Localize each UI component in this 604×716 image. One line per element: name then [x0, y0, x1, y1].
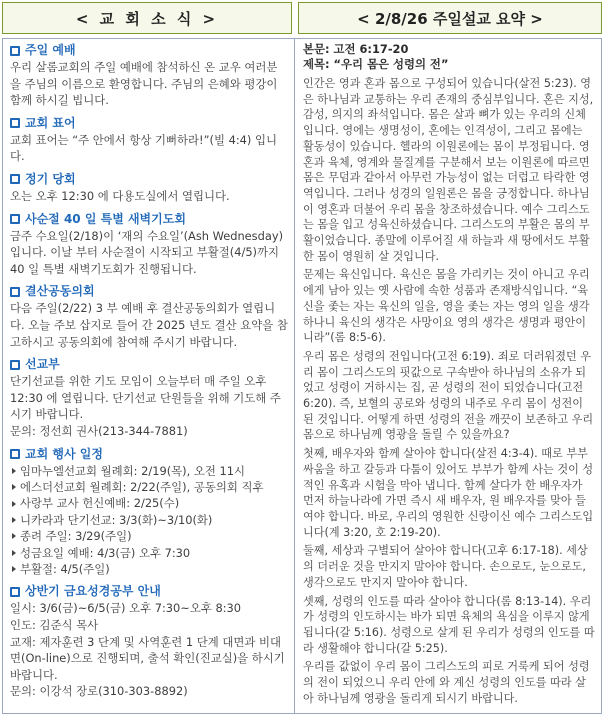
section-body: 우리 살롬교회의 주일 예배에 참석하신 온 교우 여러분을 주님의 이름으로 환영합니다. 주님의 은혜와 평강이 함께 하시길 빕니다.: [10, 60, 278, 108]
sermon-paragraph: 둘째, 세상과 구별되어 살아야 합니다(고후 6:17-18). 세상의 더러운 것을 만지지 말아야 합니다. 손으로도, 눈으로도, 생각으로도 만지지 말아야 합니다.: [303, 544, 588, 589]
study-schedule: 일시: 3/6(금)~6/5(금) 오후 7:30~오후 8:30: [10, 601, 242, 616]
checkbox-square-icon: [10, 46, 20, 56]
section-title: 사순절 40 일 특별 새벽기도회: [25, 211, 186, 226]
section-title: 상반기 금요성경공부 안내: [25, 584, 161, 599]
section-body: 오는 오후 12:30 에 다용도실에서 열립니다.: [10, 188, 230, 203]
triangle-bullet-icon: [12, 501, 16, 507]
checkbox-square-icon: [10, 449, 20, 459]
bible-study-section: [10, 583, 288, 700]
checkbox-square-icon: [10, 118, 20, 128]
sermon-paragraph: 셋째, 성령의 인도를 따라 살아야 합니다(롬 8:13-14). 우리가 성령의 인도하시는 바가 되면 육체의 욕심을 이루지 않게 됩니다(갈 5:16). 성령으로 살게 된 우리가 성령의 인도를 따라 생활해야 합니다(갈 5:25).: [303, 594, 595, 655]
news-section-congregation-meeting: [10, 283, 288, 350]
study-leader: 인도: 김준식 목사: [10, 617, 99, 632]
events-section: [10, 446, 288, 578]
contact-info: 문의: 정선희 권사(213-344-7881): [10, 423, 188, 438]
checkbox-square-icon: [10, 360, 20, 370]
list-item: 부활절: 4/5(주일): [10, 561, 288, 577]
sermon-summary-title: < 2/8/26 주일설교 요약 >: [298, 2, 602, 34]
section-title: 교회 표어: [25, 115, 76, 130]
sermon-title: 제목: “우리 몸은 성령의 전”: [303, 57, 449, 71]
triangle-bullet-icon: [12, 550, 16, 556]
study-contact: 문의: 이강석 장로(310-303-8892): [10, 684, 188, 699]
triangle-bullet-icon: [12, 517, 16, 523]
section-title: 결산공동의회: [25, 284, 95, 299]
checkbox-square-icon: [10, 174, 20, 184]
sermon-paragraph: 우리를 값없이 우리 몸이 그리스도의 피로 거룩케 되어 성령의 전이 되었으니 우리 안에 와 계신 성령의 인도를 따라 살아 하나님께 영광을 돌리게 되시기 바랍니다.: [303, 660, 590, 705]
list-item: 임마누엘선교회 월례회: 2/19(목), 오전 11시: [10, 463, 288, 479]
section-title: 주일 예배: [25, 43, 76, 57]
section-body: 단기선교를 위한 기도 모임이 오늘부터 매 주일 오후 12:30 에 열립니다. 단기선교 단원들을 위해 기도해 주시기 바랍니다.: [10, 374, 281, 422]
checkbox-square-icon: [10, 214, 20, 224]
news-section-worship: [10, 42, 288, 109]
section-title: 선교부: [25, 357, 60, 372]
list-item: 에스더선교회 월례회: 2/22(주일), 공동의회 직후: [10, 479, 288, 495]
checkbox-square-icon: [10, 287, 20, 297]
list-item: 사랑부 교사 헌신예배: 2/25(수): [10, 495, 288, 511]
triangle-bullet-icon: [12, 484, 16, 490]
sermon-paragraph: 문제는 육신입니다. 육신은 몸을 가리키는 것이 아니고 우리에게 남아 있는 옛 사람에 속한 성품과 존재방식입니다. “육신을 좇는 자는 육신의 일을, 영을 좇는 자는 영의 일을 생각하나니 육신의 생각은 사망이요 영의 생각은 생명과 평안이니라”(롬 8:5-6).: [303, 268, 590, 345]
sermon-paragraph: 첫째, 배우자와 함께 살아야 합니다(살전 4:3-4). 때로 부부싸움을 하고 갈등과 다툼이 있어도 부부가 함께 사는 것이 성적인 유혹과 시험을 막아 냅니다. 함께 살다가 한 배우자가 먼저 하늘나라에 가면 즉시 새 배우자, 원 배우자를 맞아 들여야 합니다. 바로, 우리의 영원한 신랑이신 예수 그리스도입니다(계 3:20, 호 2:19-20).: [303, 447, 594, 539]
list-item: 종려 주일: 3/29(주일): [10, 528, 288, 544]
section-title: 정기 당회: [25, 171, 76, 186]
bulletin-body: [2, 38, 602, 714]
triangle-bullet-icon: [12, 533, 16, 539]
news-section-missions: [10, 356, 288, 439]
section-body: 금주 수요일(2/18)이 ‘재의 수요일’(Ash Wednesday)입니다. 이날 부터 사순절이 시작되고 부활절(4/5)까지 40 일 특별 새벽기도회가 진행됩니다.: [10, 228, 284, 276]
news-section-motto: [10, 115, 288, 165]
study-material: 교재: 제자훈련 3 단계 및 사역훈련 1 단계 대면과 비대면(On-line)으로 진행되며, 출석 확인(진교실)을 하시기 바랍니다.: [10, 634, 285, 682]
section-body: 다음 주일(2/22) 3 부 예배 후 결산공동의회가 열립니다. 오늘 주보 삽지로 들어 간 2025 년도 결산 요약을 참고하시고 공동의회에 참여해 주시기 바랍니다.: [10, 301, 288, 349]
news-section-session: [10, 171, 288, 205]
sermon-text-reference: 본문: 고전 6:17-20: [303, 42, 409, 56]
events-list: [10, 463, 288, 578]
church-news-column: [3, 39, 295, 713]
news-section-lent-prayer: [10, 211, 288, 278]
section-body: 교회 표어는 “주 안에서 항상 기뻐하라!”(빌 4:4) 입니다.: [10, 132, 277, 164]
list-item: 성금요일 예배: 4/3(금) 오후 7:30: [10, 545, 288, 561]
checkbox-square-icon: [10, 587, 20, 597]
sermon-paragraph: 우리 몸은 성령의 전입니다(고전 6:19). 죄로 더러워졌던 우리 몸이 그리스도의 핏값으로 구속받아 하나님의 소유가 되었고 성령이 거하시는 집, 곧 성령의 전이 되었습니다(고전 6:20). 즉, 보혈의 공로와 성령의 내주로 우리 몸이 성전이 된 것입니다. 어떻게 하면 성령의 전을 깨끗이 보존하고 우리 몸으로 하나님께 영광을 돌릴 수 있을까요?: [303, 349, 594, 442]
sermon-paragraph: 인간은 영과 혼과 몸으로 구성되어 있습니다(살전 5:23). 영은 하나님과 교통하는 우리 존재의 중심부입니다. 혼은 지성, 감성, 의지의 좌석입니다. 몸은 살과 뼈가 있는 우리의 신체입니다. 영에는 생명성이, 혼에는 인격성이, 그리고 몸에는 활동성이 있습니다. 헬라의 이원론에는 몸이 부정됩니다. 영혼과 육체, 영계와 물질계를 구분해서 보는 이원론에 따르면 몸은 무덤과 같아서 아무런 가능성이 없는 더럽고 타락한 영역입니다. 그러나 성경의 일원론은 몸을 긍정합니다. 하나님이 영혼과 더불어 우리 몸을 창조하셨습니다. 예수 그리스도는 몸을 입고 성육신하셨습니다. 그리스도의 부활은 몸의 부활이었습니다. 종말에 이루어질 새 하늘과 새 땅에서도 부활한 몸이 영원히 살 것입니다.: [303, 77, 594, 263]
triangle-bullet-icon: [12, 468, 16, 474]
list-item: 니카라과 단기선교: 3/3(화)~3/10(화): [10, 512, 288, 528]
header: [2, 2, 602, 36]
church-news-title: < 교 회 소 식 >: [2, 2, 292, 34]
section-title: 교회 행사 일정: [25, 446, 103, 461]
triangle-bullet-icon: [12, 566, 16, 572]
sermon-column: [295, 39, 601, 713]
